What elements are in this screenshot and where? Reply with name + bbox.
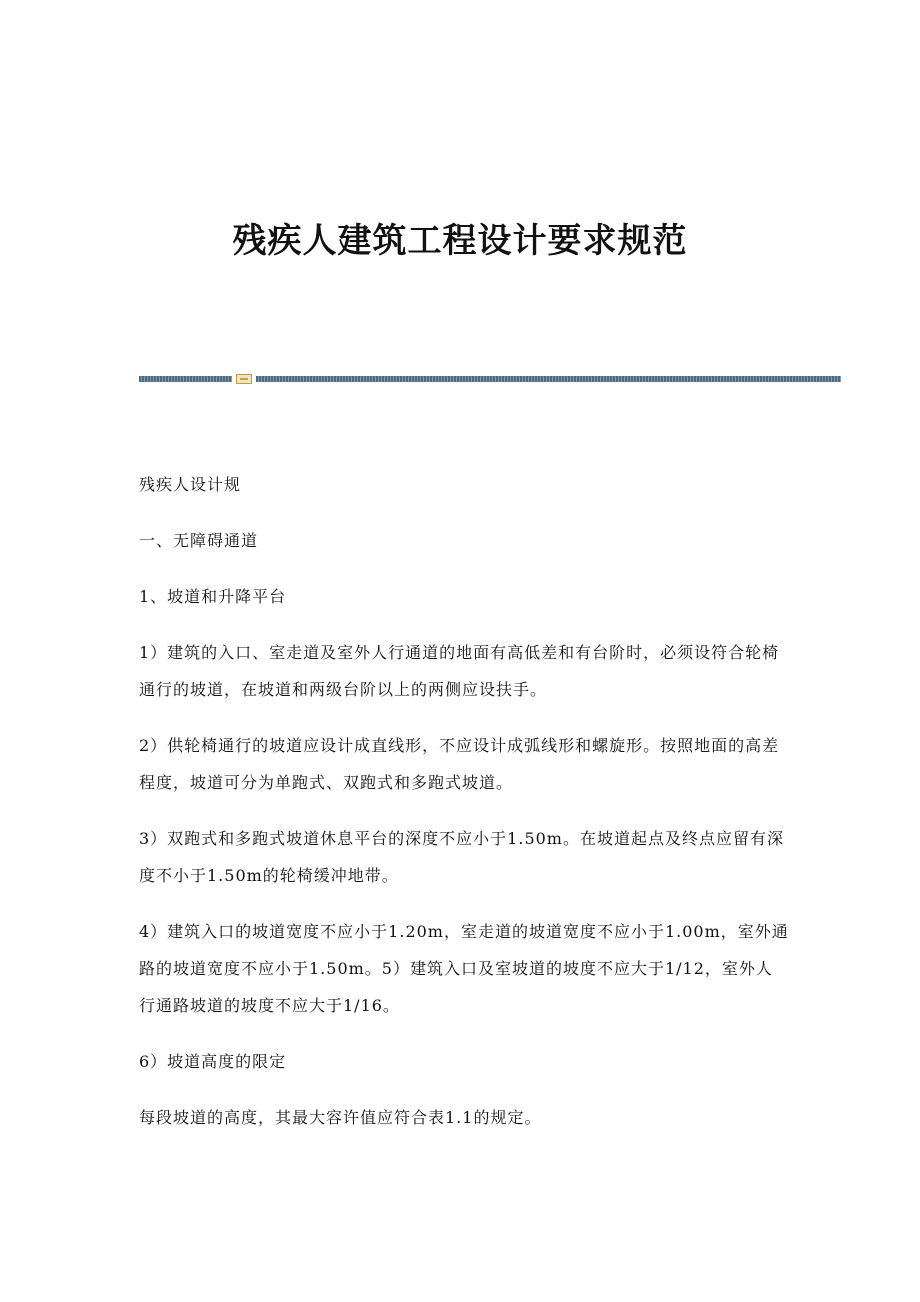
paragraph: 3）双跑式和多跑式坡道休息平台的深度不应小于1.50m。在坡道起点及终点应留有深度不小于1.50m的轮椅缓冲地带。	[139, 829, 784, 885]
divider-bar-left	[139, 376, 232, 382]
subsection-heading-1: 1、坡道和升降平台	[139, 587, 287, 606]
document-title: 残疾人建筑工程设计要求规范	[232, 221, 688, 261]
divider-ornament-icon	[236, 374, 252, 384]
divider-bar-right	[256, 376, 841, 382]
section-heading-1: 一、无障碍通道	[139, 531, 259, 550]
paragraph: 6）坡道高度的限定	[139, 1052, 287, 1071]
paragraph: 每段坡道的高度，其最大容许值应符合表1.1的规定。	[139, 1108, 542, 1127]
paragraph-heading: 残疾人设计规	[139, 475, 242, 494]
paragraph: 1）建筑的入口、室走道及室外人行通道的地面有高低差和有台阶时，必须设符合轮椅通行的坡道，在坡道和两级台阶以上的两侧应设扶手。	[139, 643, 780, 699]
document-body	[139, 466, 789, 1155]
paragraph: 2）供轮椅通行的坡道应设计成直线形，不应设计成弧线形和螺旋形。按照地面的高差程度，坡道可分为单跑式、双跑式和多跑式坡道。	[139, 736, 780, 792]
title-divider	[139, 374, 841, 384]
paragraph: 4）建筑入口的坡道宽度不应小于1.20m，室走道的坡道宽度不应小于1.00m，室外通路的坡道宽度不应小于1.50m。5）建筑入口及室坡道的坡度不应大于1/12，室外人行通路坡道的坡度不应大于1/16。	[139, 922, 789, 1015]
